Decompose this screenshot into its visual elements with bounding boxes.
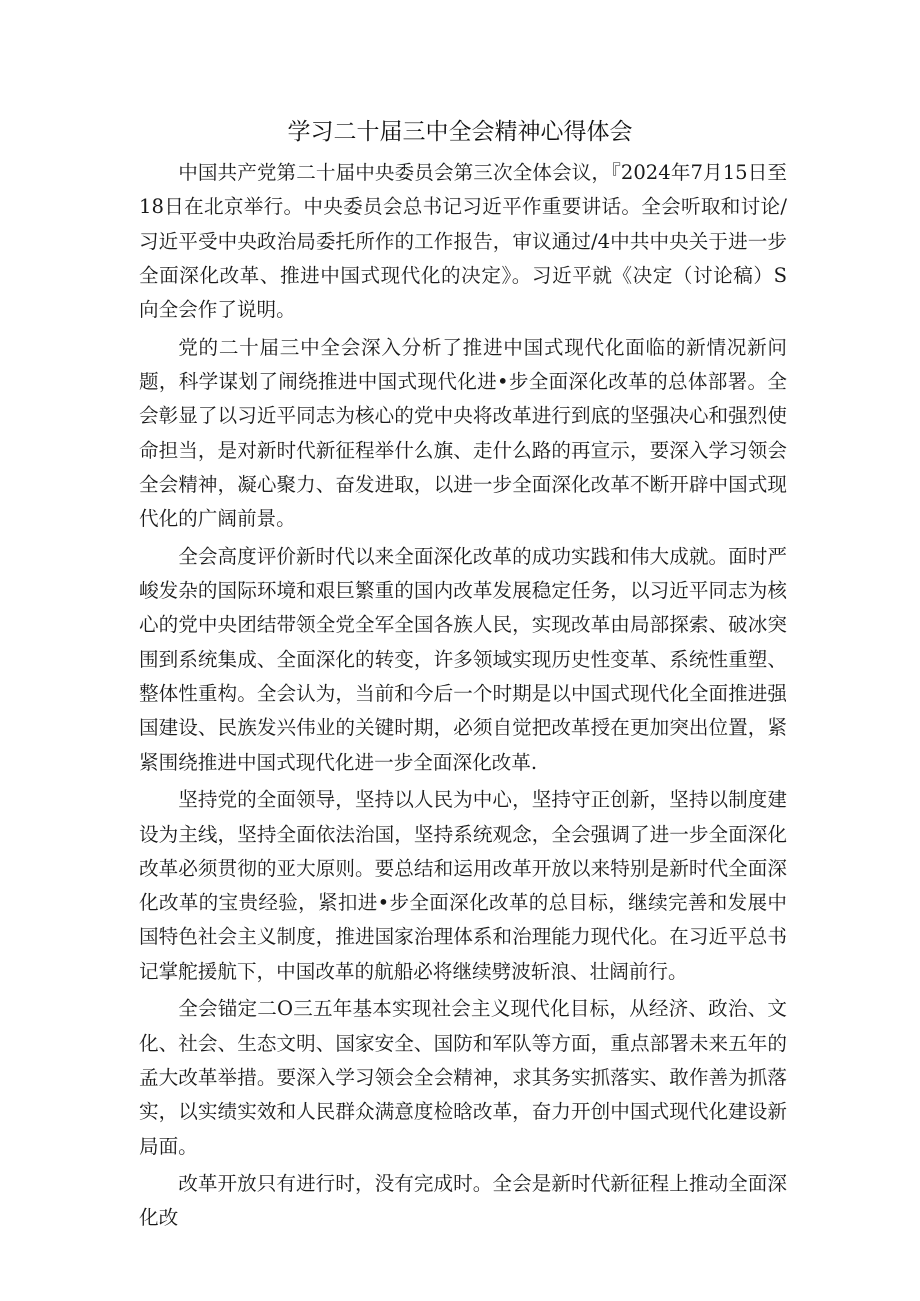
document-title: 学习二十届三中全会精神心得体会 [287,119,633,145]
paragraph-6: 改革开放只有进行时，没有完成时。全会是新时代新征程上推动全面深化改 [139,1172,787,1230]
paragraph-2: 党的二十届三中全会深入分析了推进中国式现代化面临的新情况新问题，科学谋划了闹绕推进中国式现代化进•步全面深化改革的总体部署。全会彰显了以习近平同志为核心的党中央将改革进行到底的坚强决心和强烈使命担当，是对新时代新征程举什么旗、走什么路的再宣示，要深入学习领会全会精神，凝心聚力、奋发进取，以进一步全面深化改革不断开辟中国式现代化的广阔前景。 [139,335,787,531]
paragraph-3: 全会高度评价新时代以来全面深化改革的成功实践和伟大成就。面时严峻发杂的国际环境和艰巨繁重的国内改革发展稳定任务，以习近平同志为核心的党中央团结带领全党全军全国各族人民，实现改革由局部探索、破冰突围到系统集成、全面深化的转变，许多领域实现历史性变革、系统性重塑、整体性重构。全会认为，当前和今后一个时期是以中国式现代化全面推进强国建设、民族发兴伟业的关键时期，必须自觉把改革授在更加突出位置，紧紧围绕推进中国式现代化进一步全面深化改革. [139,544,787,774]
paragraph-5: 全会锚定二O三五年基本实现社会主义现代化目标，从经济、政治、文化、社会、生态文明、国家安全、国防和军队等方面，重点部署未来五年的孟大改革举措。要深入学习领会全会精神，求其务实抓落实、敢作善为抓落实，以实绩实效和人民群众满意度检晗改革，奋力开创中国式现代化建设新局面。 [139,997,787,1158]
paragraph-4: 坚持党的全面领导，坚持以人民为中心，坚持守正创新，坚持以制度建设为主线，坚持全面依法治国，坚持系统观念，全会强调了进一步全面深化改革必须贯彻的亚大原则。要总结和运用改革开放以来特别是新时代全面深化改革的宝贵经验，紧扣进•步全面深化改革的总目标，继续完善和发展中国特色社会主义制度，推进国家治理体系和治理能力现代化。在习近平总书记掌舵援航下，中国改革的航船必将继续劈波斩浪、壮阔前行。 [139,788,787,983]
paragraph-1: 中国共产党第二十届中央委员会第三次全体会议，『2024年7月15日至18日在北京举行。中央委员会总书记习近平作重要讲话。全会听取和讨论/习近平受中央政治局委托所作的工作报告，审议通过/4中共中央关于进一步全面深化改革、推进中国式现代化的决定》。习近平就《决定（讨论稿）S向全会作了说明。 [139,161,787,322]
document-body [139,156,787,1239]
